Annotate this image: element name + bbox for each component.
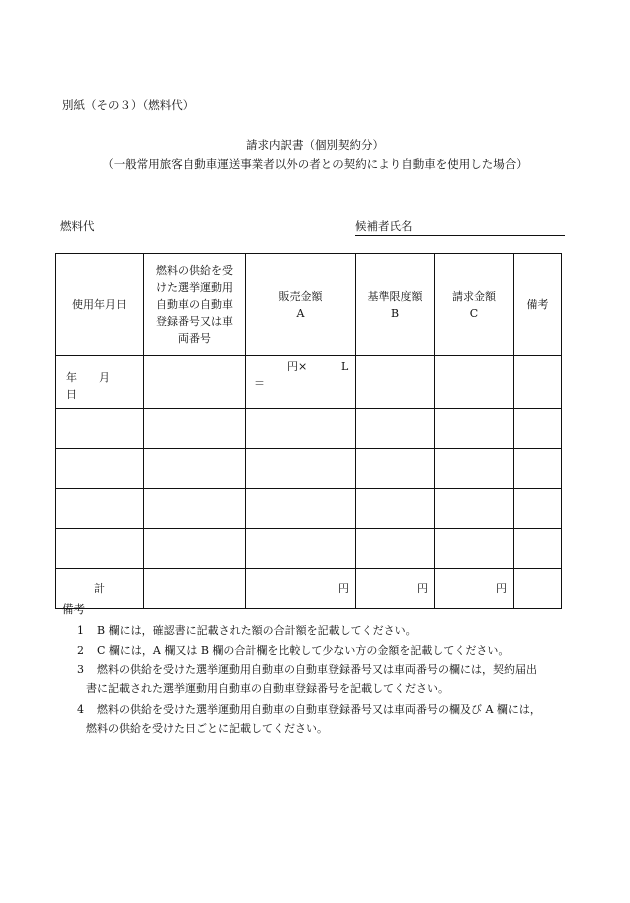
header-vehicle-number (144, 254, 246, 356)
usage-date-cell[interactable] (56, 356, 144, 409)
claim-breakdown-table (55, 253, 562, 609)
header-claim-label: 請求金額 (452, 289, 496, 303)
total-remarks-cell[interactable] (514, 569, 562, 609)
note-number: 2 (77, 644, 84, 657)
table-row (56, 529, 562, 569)
note-item (77, 701, 541, 736)
vehicle-number-cell[interactable] (144, 409, 246, 449)
sales-amount-cell[interactable] (246, 489, 356, 529)
note-text: 燃料の供給を受けた選挙運動用自動車の自動車登録番号又は車両番号の欄には，契約届出 (97, 663, 537, 676)
document-title: 請求内訳書（個別契約分） (246, 138, 384, 152)
note-text-continued: 燃料の供給を受けた日ごとに記載してください。 (86, 722, 328, 735)
note-text: B 欄には，確認書に記載された額の合計額を記載してください。 (97, 624, 417, 637)
header-usage-date: 使用年月日 (56, 254, 144, 356)
fuel-cost-label: 燃料代 (60, 219, 95, 233)
sales-amount-cell[interactable] (246, 529, 356, 569)
remarks-cell[interactable] (514, 409, 562, 449)
notes-title: 備考 (62, 602, 85, 616)
note-text-continued: 書に記載された選挙運動用自動車の自動車登録番号を記載してください。 (86, 682, 449, 695)
table-row (56, 489, 562, 529)
header-vehicle-line: けた選挙運動用 (156, 281, 233, 294)
total-row (56, 569, 562, 609)
attachment-label: 別紙（その３）（燃料代） (62, 98, 195, 112)
table-header-row (56, 254, 562, 356)
total-claim-cell[interactable] (435, 569, 514, 609)
candidate-name-label: 候補者氏名 (355, 219, 413, 233)
table-row (56, 356, 562, 409)
total-vehicle-cell (144, 569, 246, 609)
vehicle-number-cell[interactable] (144, 356, 246, 409)
month-label: 月 (99, 371, 110, 384)
usage-date-cell[interactable] (56, 489, 144, 529)
remarks-cell[interactable] (514, 449, 562, 489)
year-label: 年 (66, 371, 77, 384)
note-text: 燃料の供給を受けた選挙運動用自動車の自動車登録番号又は車両番号の欄及び A 欄には， (97, 703, 541, 716)
header-claim-amount (435, 254, 514, 356)
sales-amount-cell[interactable] (246, 449, 356, 489)
limit-amount-cell[interactable] (356, 356, 435, 409)
note-item (77, 661, 537, 696)
usage-date-cell[interactable] (56, 409, 144, 449)
header-vehicle-line: 自動車の自動車 (156, 298, 233, 311)
sales-amount-cell[interactable] (246, 356, 356, 409)
total-claim-yen: 円 (496, 582, 507, 595)
document-subtitle: （一般常用旅客自動車運送事業者以外の者との契約により自動車を使用した場合） (102, 157, 528, 171)
usage-date-cell[interactable] (56, 449, 144, 489)
header-sales-amount (246, 254, 356, 356)
header-vehicle-line: 登録番号又は車 (156, 315, 233, 328)
note-item (77, 622, 417, 638)
total-limit-cell[interactable] (356, 569, 435, 609)
header-limit-letter: B (390, 306, 400, 320)
note-number: 3 (77, 663, 84, 676)
claim-amount-cell[interactable] (435, 529, 514, 569)
note-text: C 欄には，A 欄又は B 欄の合計欄を比較して少ない方の金額を記載してください。 (97, 644, 510, 657)
note-item (77, 642, 509, 658)
remarks-cell[interactable] (514, 529, 562, 569)
total-limit-yen: 円 (417, 582, 428, 595)
note-number: 1 (77, 624, 84, 637)
remarks-cell[interactable] (514, 489, 562, 529)
limit-amount-cell[interactable] (356, 449, 435, 489)
header-claim-letter: C (469, 306, 479, 320)
header-sales-letter: A (296, 306, 305, 320)
vehicle-number-cell[interactable] (144, 449, 246, 489)
vehicle-number-cell[interactable] (144, 489, 246, 529)
candidate-name-field[interactable] (355, 218, 565, 236)
header-limit-label: 基準限度額 (367, 289, 423, 303)
limit-amount-cell[interactable] (356, 529, 435, 569)
note-number: 4 (77, 703, 84, 716)
liter-label: L (341, 360, 349, 373)
total-label: 計 (56, 569, 144, 609)
header-vehicle-line: 燃料の供給を受 (156, 264, 233, 277)
limit-amount-cell[interactable] (356, 489, 435, 529)
claim-amount-cell[interactable] (435, 449, 514, 489)
sales-amount-cell[interactable] (246, 409, 356, 449)
header-vehicle-line: 両番号 (178, 332, 211, 345)
claim-amount-cell[interactable] (435, 356, 514, 409)
vehicle-number-cell[interactable] (144, 529, 246, 569)
header-sales-label: 販売金額 (278, 289, 323, 303)
day-label: 日 (66, 388, 77, 401)
header-remarks: 備考 (514, 254, 562, 356)
yen-times-label: 円× (287, 360, 308, 373)
table-row (56, 449, 562, 489)
total-sales-yen: 円 (338, 582, 349, 595)
claim-amount-cell[interactable] (435, 489, 514, 529)
remarks-cell[interactable] (514, 356, 562, 409)
header-limit-amount (356, 254, 435, 356)
table-row (56, 409, 562, 449)
usage-date-cell[interactable] (56, 529, 144, 569)
total-sales-cell[interactable] (246, 569, 356, 609)
equals-label: ＝ (254, 377, 265, 390)
claim-amount-cell[interactable] (435, 409, 514, 449)
limit-amount-cell[interactable] (356, 409, 435, 449)
